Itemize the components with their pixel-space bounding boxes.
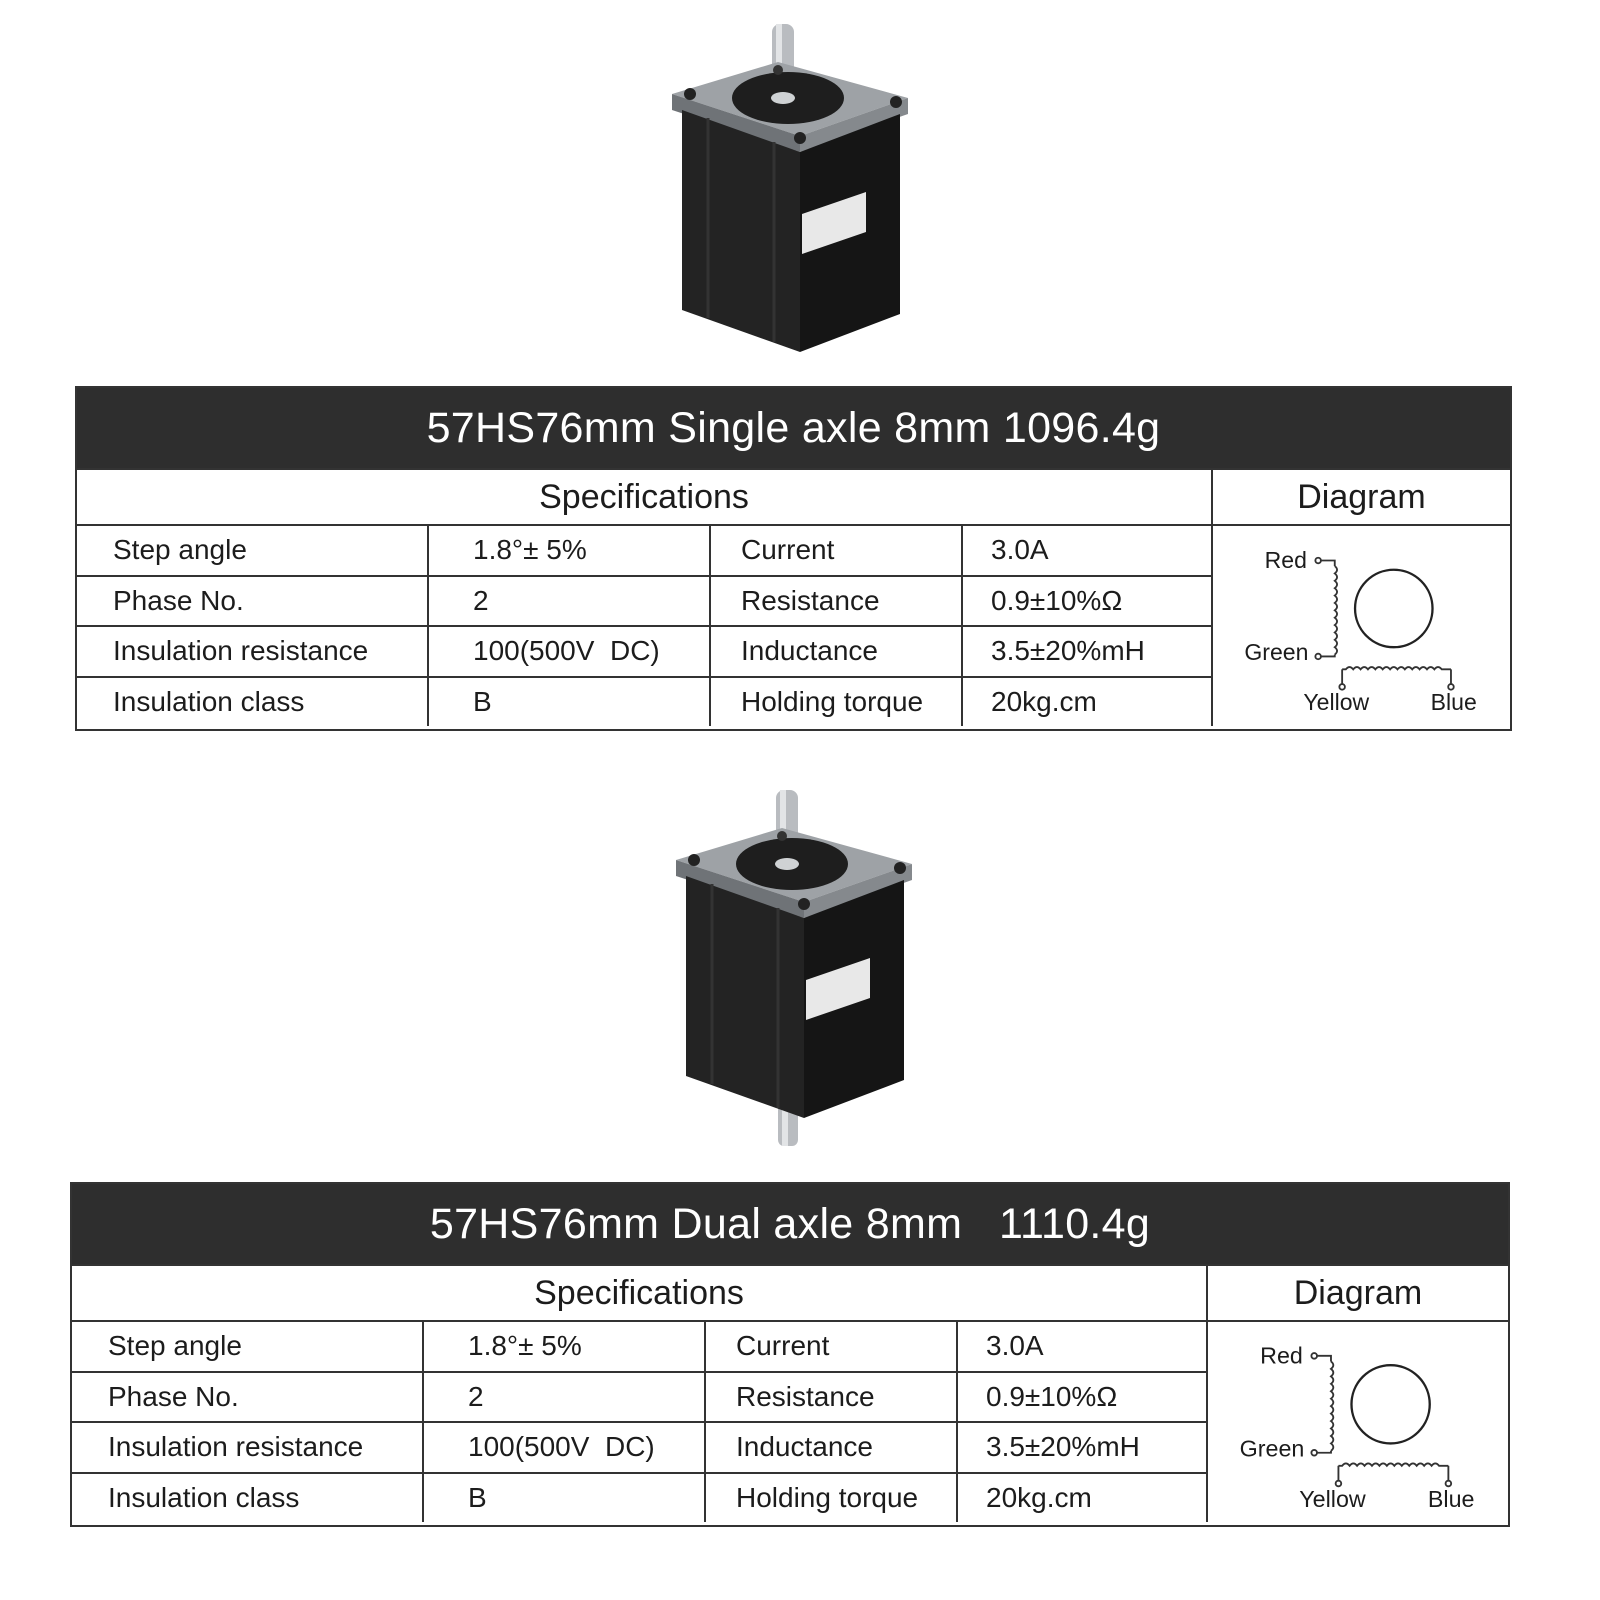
wiring-diagram (1208, 1320, 1508, 1522)
spec-label-resistance: Resistance (706, 1371, 958, 1422)
spec-label-resistance: Resistance (711, 575, 963, 626)
spec-value-insulation-class: B (424, 1472, 706, 1523)
rotor-circle-icon (1355, 570, 1432, 647)
product-title: 57HS76mm Dual axle 8mm 1110.4g (72, 1184, 1508, 1264)
wire-label-red: Red (1264, 546, 1307, 573)
spec-label-inductance: Inductance (711, 625, 963, 676)
spec-value-insulation-class: B (429, 676, 711, 727)
specifications-heading: Specifications (72, 1264, 1208, 1320)
wire-label-red: Red (1260, 1342, 1303, 1369)
spec-label-holding-torque: Holding torque (706, 1472, 958, 1523)
wire-label-blue: Blue (1430, 688, 1477, 715)
spec-value-resistance: 0.9±10%Ω (963, 575, 1213, 626)
spec-label-current: Current (706, 1320, 958, 1371)
spec-table-dual-axle (70, 1182, 1510, 1527)
spec-value-phase-no: 2 (424, 1371, 706, 1422)
spec-label-current: Current (711, 524, 963, 575)
wire-label-blue: Blue (1427, 1485, 1475, 1512)
spec-value-phase-no: 2 (429, 575, 711, 626)
wire-label-yellow: Yellow (1299, 1485, 1366, 1512)
spec-value-holding-torque: 20kg.cm (958, 1472, 1208, 1523)
spec-table-single-axle (75, 386, 1512, 731)
spec-label-insulation-resistance: Insulation resistance (77, 625, 429, 676)
spec-value-current: 3.0A (958, 1320, 1208, 1371)
spec-value-holding-torque: 20kg.cm (963, 676, 1213, 727)
spec-value-inductance: 3.5±20%mH (963, 625, 1213, 676)
spec-label-step-angle: Step angle (77, 524, 429, 575)
spec-value-step-angle: 1.8°± 5% (424, 1320, 706, 1371)
spec-value-inductance: 3.5±20%mH (958, 1421, 1208, 1472)
diagram-heading: Diagram (1213, 468, 1510, 524)
coil-a-icon (1315, 558, 1337, 659)
coil-b-icon (1339, 667, 1453, 690)
specifications-heading: Specifications (77, 468, 1213, 524)
product-title: 57HS76mm Single axle 8mm 1096.4g (77, 388, 1510, 468)
wire-label-green: Green (1244, 639, 1309, 666)
spec-label-insulation-resistance: Insulation resistance (72, 1421, 424, 1472)
spec-label-step-angle: Step angle (72, 1320, 424, 1371)
spec-label-holding-torque: Holding torque (711, 676, 963, 727)
stepper-motor-image-single-axle (660, 18, 930, 364)
spec-value-insulation-resistance: 100(500V DC) (424, 1421, 706, 1472)
coil-a-icon (1311, 1353, 1333, 1455)
spec-label-phase-no: Phase No. (77, 575, 429, 626)
coil-b-icon (1336, 1463, 1452, 1486)
spec-label-insulation-class: Insulation class (77, 676, 429, 727)
wire-label-green: Green (1239, 1435, 1305, 1462)
spec-label-inductance: Inductance (706, 1421, 958, 1472)
spec-value-insulation-resistance: 100(500V DC) (429, 625, 711, 676)
stepper-motor-image-dual-axle (664, 784, 934, 1164)
spec-value-current: 3.0A (963, 524, 1213, 575)
spec-label-insulation-class: Insulation class (72, 1472, 424, 1523)
spec-value-resistance: 0.9±10%Ω (958, 1371, 1208, 1422)
rotor-circle-icon (1351, 1365, 1429, 1443)
wire-label-yellow: Yellow (1303, 688, 1370, 715)
spec-value-step-angle: 1.8°± 5% (429, 524, 711, 575)
diagram-heading: Diagram (1208, 1264, 1508, 1320)
spec-label-phase-no: Phase No. (72, 1371, 424, 1422)
wiring-diagram (1213, 524, 1510, 726)
